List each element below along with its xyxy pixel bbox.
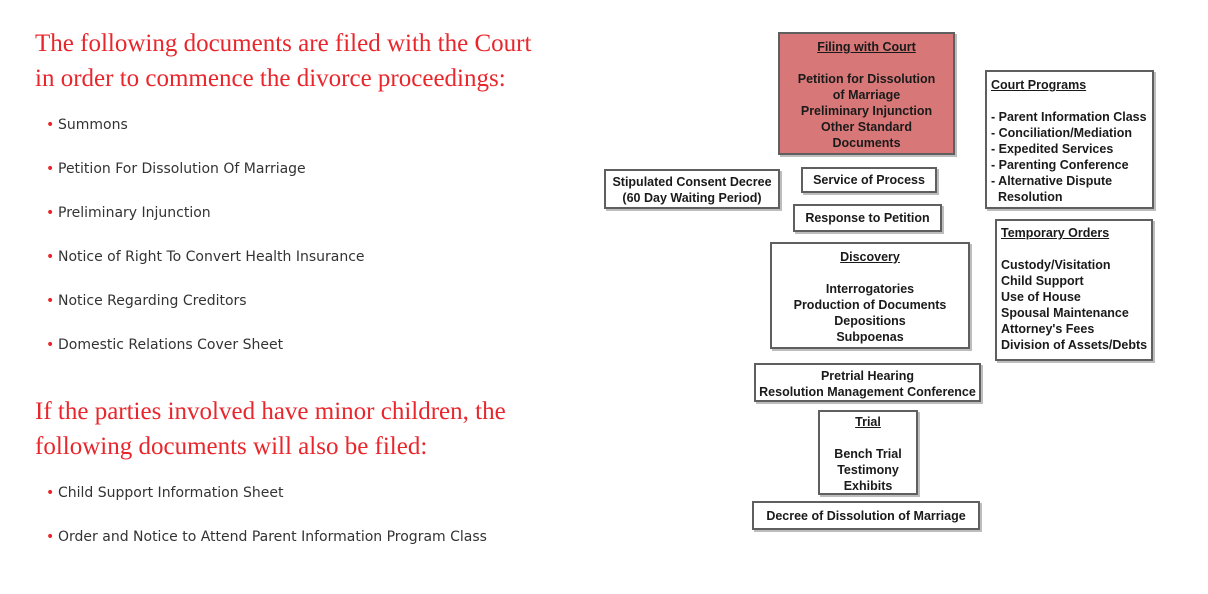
decree-of-dissolution-label: Decree of Dissolution of Marriage — [766, 509, 966, 523]
trial-item: Bench Trial — [834, 447, 902, 461]
intro-heading — [35, 26, 531, 96]
list-item-label: Notice Regarding Creditors — [58, 293, 247, 309]
children-heading — [35, 394, 506, 464]
discovery-box — [770, 242, 970, 349]
stipulated-line: Stipulated Consent Decree — [612, 175, 772, 189]
court-programs-title: Court Programs — [991, 78, 1087, 92]
court-program-item: - Parent Information Class — [991, 110, 1147, 124]
discovery-title: Discovery — [840, 250, 900, 264]
list-item-label: Preliminary Injunction — [58, 205, 211, 221]
trial-box — [818, 410, 918, 495]
list-item-label: Petition For Dissolution Of Marriage — [58, 161, 306, 177]
bullet-icon: • — [46, 293, 55, 309]
discovery-item: Production of Documents — [793, 298, 947, 312]
filing-line: Petition for Dissolution — [797, 72, 936, 86]
filing-line: Preliminary Injunction — [800, 104, 933, 118]
trial-title: Trial — [855, 415, 881, 429]
discovery-item: Subpoenas — [836, 330, 904, 344]
service-of-process-box — [801, 167, 937, 193]
temporary-order-item: Attorney's Fees — [1001, 322, 1095, 336]
bullet-icon: • — [46, 249, 55, 265]
children-heading-line-2: following documents will also be filed: — [35, 433, 428, 460]
list-item — [46, 337, 365, 381]
temporary-order-item: Child Support — [1001, 274, 1084, 288]
pretrial-line: Pretrial Hearing — [820, 369, 915, 383]
filing-line: Documents — [832, 136, 901, 150]
list-item — [46, 293, 365, 337]
children-document-list — [46, 485, 487, 573]
pretrial-line: Resolution Management Conference — [759, 385, 976, 399]
discovery-item: Depositions — [834, 314, 906, 328]
pretrial-hearing-box — [754, 363, 981, 402]
bullet-icon: • — [46, 117, 55, 133]
list-item-label: Domestic Relations Cover Sheet — [58, 337, 284, 353]
list-item — [46, 529, 487, 573]
filing-line: of Marriage — [832, 88, 901, 102]
intro-heading-line-2: in order to commence the divorce proceedings: — [35, 65, 506, 92]
court-programs-box — [985, 70, 1154, 209]
response-to-petition-label: Response to Petition — [805, 211, 930, 225]
bullet-icon: • — [46, 529, 55, 545]
trial-item: Testimony — [837, 463, 899, 477]
list-item — [46, 117, 365, 161]
bullet-icon: • — [46, 161, 55, 177]
temporary-orders-title: Temporary Orders — [1001, 226, 1110, 240]
stipulated-consent-decree-box — [604, 169, 780, 209]
court-program-item: - Parenting Conference — [991, 158, 1129, 172]
discovery-item: Interrogatories — [825, 282, 915, 296]
bullet-icon: • — [46, 337, 55, 353]
temporary-order-item: Use of House — [1001, 290, 1081, 304]
trial-item: Exhibits — [843, 479, 893, 493]
court-program-item: - Conciliation/Mediation — [991, 126, 1132, 140]
list-item-label: Notice of Right To Convert Health Insurance — [58, 249, 365, 265]
list-item — [46, 485, 487, 529]
intro-document-list — [46, 117, 365, 381]
temporary-order-item: Spousal Maintenance — [1001, 306, 1129, 320]
court-program-item: - Alternative Dispute — [991, 174, 1113, 188]
response-to-petition-box — [793, 204, 942, 232]
bullet-icon: • — [46, 485, 55, 501]
decree-of-dissolution-box — [752, 501, 980, 530]
temporary-order-item: Division of Assets/Debts — [1001, 338, 1148, 352]
temporary-orders-box — [995, 219, 1153, 361]
filing-line: Other Standard — [821, 120, 912, 134]
court-program-item: - Expedited Services — [991, 142, 1114, 156]
court-program-item: Resolution — [991, 190, 1063, 204]
children-heading-line-1: If the parties involved have minor children, the — [35, 398, 506, 425]
temporary-order-item: Custody/Visitation — [1001, 258, 1111, 272]
bullet-icon: • — [46, 205, 55, 221]
list-item — [46, 205, 365, 249]
list-item-label: Child Support Information Sheet — [58, 485, 284, 501]
service-of-process-label: Service of Process — [813, 173, 925, 187]
filing-with-court-box — [778, 32, 955, 155]
list-item-label: Order and Notice to Attend Parent Information Program Class — [58, 529, 487, 545]
filing-with-court-title: Filing with Court — [817, 40, 916, 54]
intro-heading-line-1: The following documents are filed with the Court — [35, 30, 532, 57]
stipulated-line: (60 Day Waiting Period) — [622, 191, 762, 205]
list-item — [46, 249, 365, 293]
list-item — [46, 161, 365, 205]
list-item-label: Summons — [58, 117, 128, 133]
